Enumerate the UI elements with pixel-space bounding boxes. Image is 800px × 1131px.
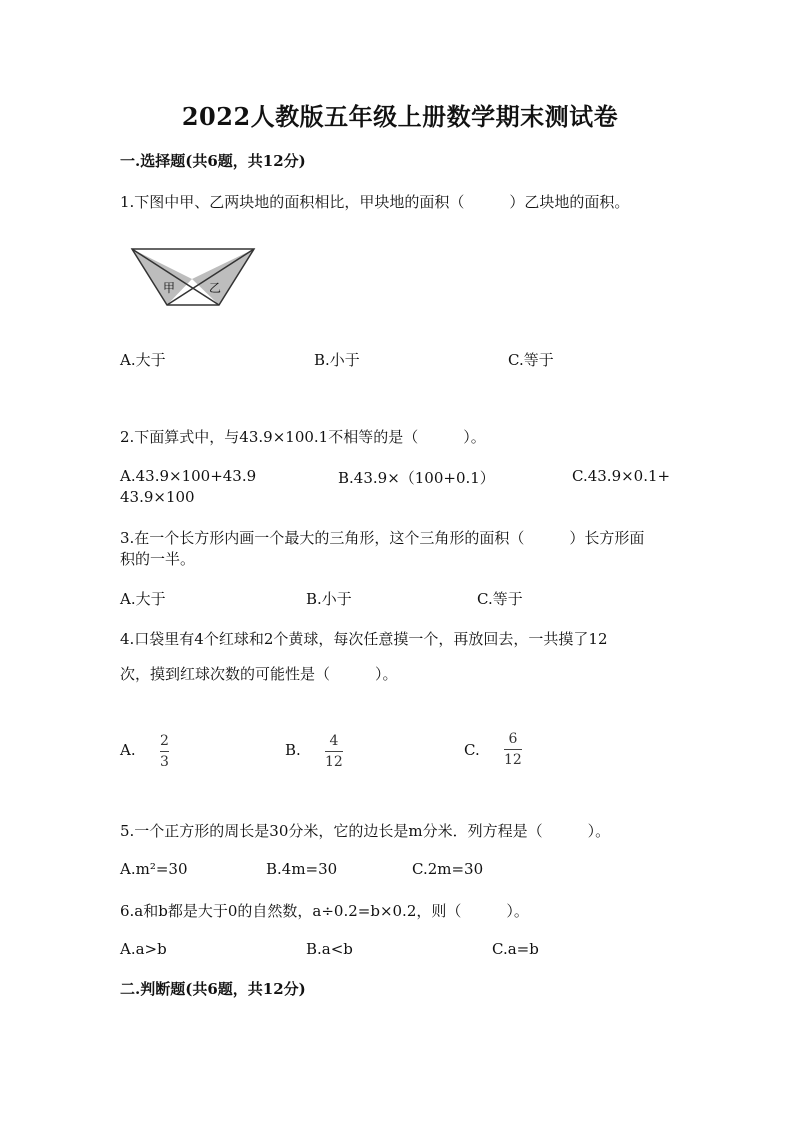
q6-option-a[interactable]: A.a>b xyxy=(120,940,167,958)
q4-option-a-denominator: 3 xyxy=(160,754,169,770)
q4-option-c-denominator: 12 xyxy=(504,752,522,768)
figure-label-jia: 甲 xyxy=(163,281,176,295)
q4-option-b-fraction[interactable] xyxy=(325,732,343,771)
q2-option-b[interactable]: B.43.9×（100+0.1） xyxy=(338,469,495,487)
q3-option-a[interactable]: A.大于 xyxy=(120,590,166,608)
question-3-line-1: 3.在一个长方形内画一个最大的三角形，这个三角形的面积（ ）长方形面 xyxy=(120,529,645,547)
trapezoid-figure xyxy=(130,245,256,307)
q4-option-c-numerator: 6 xyxy=(508,731,518,747)
q3-option-c[interactable]: C.等于 xyxy=(477,590,523,608)
section-heading-judgement: 二.判断题(共6题，共12分) xyxy=(120,980,306,998)
q2-option-c-continued[interactable]: 43.9×100 xyxy=(120,488,195,506)
section-heading-choice: 一.选择题(共6题，共12分) xyxy=(120,152,306,170)
q1-option-c[interactable]: C.等于 xyxy=(508,351,554,369)
q2-option-c[interactable]: C.43.9×0.1+ xyxy=(572,467,671,485)
q6-option-b[interactable]: B.a<b xyxy=(306,940,353,958)
q4-option-a-numerator: 2 xyxy=(160,733,169,749)
fraction-bar xyxy=(504,749,522,750)
fraction-bar xyxy=(325,751,343,752)
q6-option-c[interactable]: C.a=b xyxy=(492,940,539,958)
figure-label-yi: 乙 xyxy=(209,281,222,295)
question-6-text: 6.a和b都是大于0的自然数，a÷0.2=b×0.2，则（ ）。 xyxy=(120,902,529,920)
q3-option-b[interactable]: B.小于 xyxy=(306,590,352,608)
question-4-line-1: 4.口袋里有4个红球和2个黄球，每次任意摸一个，再放回去，一共摸了12 xyxy=(120,630,608,648)
q4-option-a-fraction[interactable] xyxy=(160,732,169,771)
question-1-text: 1.下图中甲、乙两块地的面积相比，甲块地的面积（ ）乙块地的面积。 xyxy=(120,193,630,211)
q4-option-c-letter[interactable]: C. xyxy=(464,741,480,759)
question-4-line-2: 次，摸到红球次数的可能性是（ ）。 xyxy=(120,665,398,683)
q4-option-b-letter[interactable]: B. xyxy=(285,741,301,759)
q1-option-b[interactable]: B.小于 xyxy=(314,351,360,369)
q4-option-a-letter[interactable]: A. xyxy=(120,741,136,759)
fraction-bar xyxy=(160,751,169,752)
q5-option-c[interactable]: C.2m=30 xyxy=(412,860,484,878)
q5-option-b[interactable]: B.4m=30 xyxy=(266,860,338,878)
q4-option-b-numerator: 4 xyxy=(329,733,339,749)
question-2-text: 2.下面算式中，与43.9×100.1不相等的是（ ）。 xyxy=(120,428,486,446)
question-5-text: 5.一个正方形的周长是30分米，它的边长是m分米．列方程是（ ）。 xyxy=(120,822,611,840)
q2-option-a[interactable]: A.43.9×100+43.9 xyxy=(120,467,257,485)
q4-option-b-denominator: 12 xyxy=(325,754,343,770)
question-3-line-2: 积的一半。 xyxy=(120,550,196,568)
q1-option-a[interactable]: A.大于 xyxy=(120,351,166,369)
page-title: 2022人教版五年级上册数学期末测试卷 xyxy=(181,102,619,131)
q4-option-c-fraction[interactable] xyxy=(504,730,522,769)
q5-option-a[interactable]: A.m²=30 xyxy=(120,860,188,878)
